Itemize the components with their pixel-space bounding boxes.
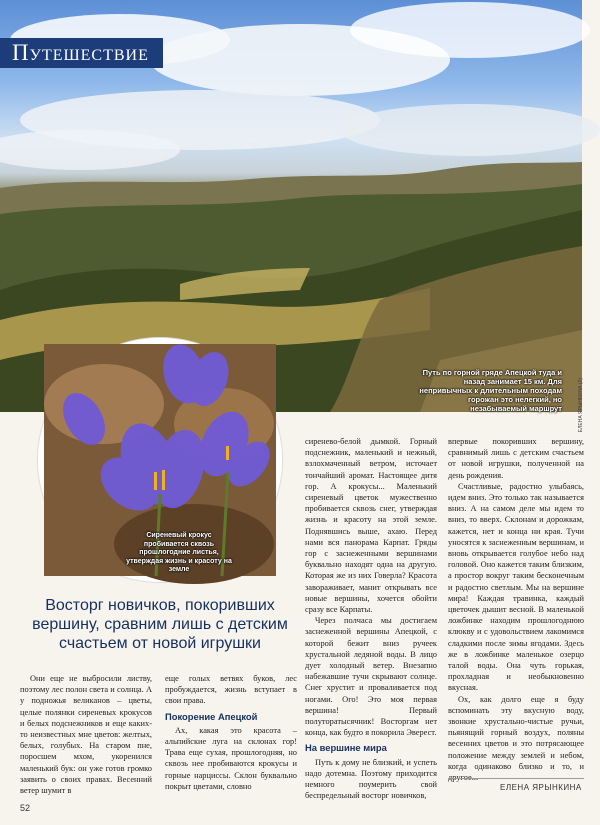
- paragraph: Через полчаса мы достигаем заснеженной вершины Апецкой, с которой бежит вниз ручеек хрустальной ледяной воды. В лицо дует холодный ветер. Внезапно набежавшие тучи скрывают солнце. Снег хрустит и проваливается под ногами. Ого! Это моя первая вершина! Первый полуторатысячник! Восторгам нет конца, как будто я покорила Эверест.: [305, 616, 437, 738]
- crocus-inset-photo: [38, 338, 282, 582]
- page-number: 52: [20, 803, 31, 813]
- paragraph: Ох, как долго еще я буду вспоминать эту вкусную воду, звонкие хрустально-чистые ручьи, пьянящий горный воздух, поляны весенних цветов и это потрясающее положение между землей и небом, когда одинаково близко и то, и: [448, 694, 584, 771]
- author-byline: ЕЛЕНА ЯРЫНКИНА: [500, 783, 582, 792]
- paragraph: Ах, какая это красота – альпийские луга на склонах гор! Трава еще сухая, прошлогодняя, но сквозь нее пробиваются крокусы и горные нарциссы. Склон буквально покрыт цветами, словно: [165, 725, 297, 791]
- inset-caption: Сиреневый крокус пробивается сквозь прошлогодние листья, утверждая жизнь и красоту на земле: [126, 532, 232, 573]
- author-divider: [448, 778, 584, 779]
- article-column-1: [20, 673, 152, 796]
- article-column-4: [448, 436, 584, 783]
- paragraph: сиренево-белой дымкой. Горный подснежник, маленький и нежный, взлохмаченный ветром, источает тончайший аромат. Настоящее дитя гор. А крокусы... Маленький сиреневый цветок мужественно пробивается сквозь снег, утверждая жизнь и красоту на этой земле. Поднявшись выше, ахаю. Перед нами вся панорама Карпат. Гряды гор с заснеженными вершинами буквально находят одна на другую. Которая же из них Говерла? Красота завораживает, манит открывать все новые вершины, хочется обойти сразу все Карпаты.: [305, 437, 437, 615]
- paragraph: впервые покоривших вершину, сравнимый лишь с детским счастьем от новой игрушки, полученной на день рождения.: [448, 437, 584, 480]
- paragraph: Они еще не выбросили листву, поэтому лес полон света и солнца. А у подножья великанов – цветы, целые полянки сиреневых крокусов и белых подснежников и еще каких-то неизвестных мне цветов: желтых, белых, голубых. На старом пне, поросшем мхом, укоренился маленький бук: он уже готов громко заявить о своих правах. Весенний ветер шумит в: [20, 674, 152, 796]
- subheading-summit: На вершине мира: [305, 742, 387, 754]
- paragraph: Счастливые, радостно улыбаясь, идем вниз. Это только так называется вниз. А на самом деле мы идем то вниз, то вверх. Склонам и дорожкам, кажется, нет и конца ни края. Тучи уносятся к заснеженным вершинам, и вновь открывается голубое небо над головой. Оно кажется таким близким, а простор вокруг таким бесконечным и радостно светлым. Мы на вершине мира! Каждая травинка, каждый цветочек дышит весной. В маленькой ложбинке находим прошлогоднюю клюкву и с удовольствием лакомимся сладкими после зимы ягодами. Здесь же в ложбинке маленькое озерцо талой воды. Она чуть горькая, прохладная и необыкновенно вкусная.: [448, 481, 584, 693]
- paragraph: еще голых ветвях буков, лес пробуждается, жизнь вступает в свои права.: [165, 674, 297, 706]
- article-column-2: [165, 673, 297, 792]
- pull-quote: Восторг новичков, покоривших вершину, сравним лишь с детским счастьем от новой игрушки: [32, 597, 288, 652]
- paragraph: Путь к дому не близкий, и успеть надо дотемна. Поэтому приходится немного поумерить свой беспредельный восторг новичков,: [305, 757, 437, 801]
- section-tag: Путешествие: [0, 38, 163, 68]
- article-column-3: [305, 436, 437, 802]
- photo-caption: Путь по горной гряде Апецкой туда и назад занимает 15 км. Для непривычных к длительным походам горожан это нелегкий, но незабываемый маршрут: [419, 368, 562, 413]
- photo-credit: ЕЛЕНА ЯРЫНКИНА (2): [578, 378, 584, 433]
- subheading-apetskaya: Покорение Апецкой: [165, 710, 258, 722]
